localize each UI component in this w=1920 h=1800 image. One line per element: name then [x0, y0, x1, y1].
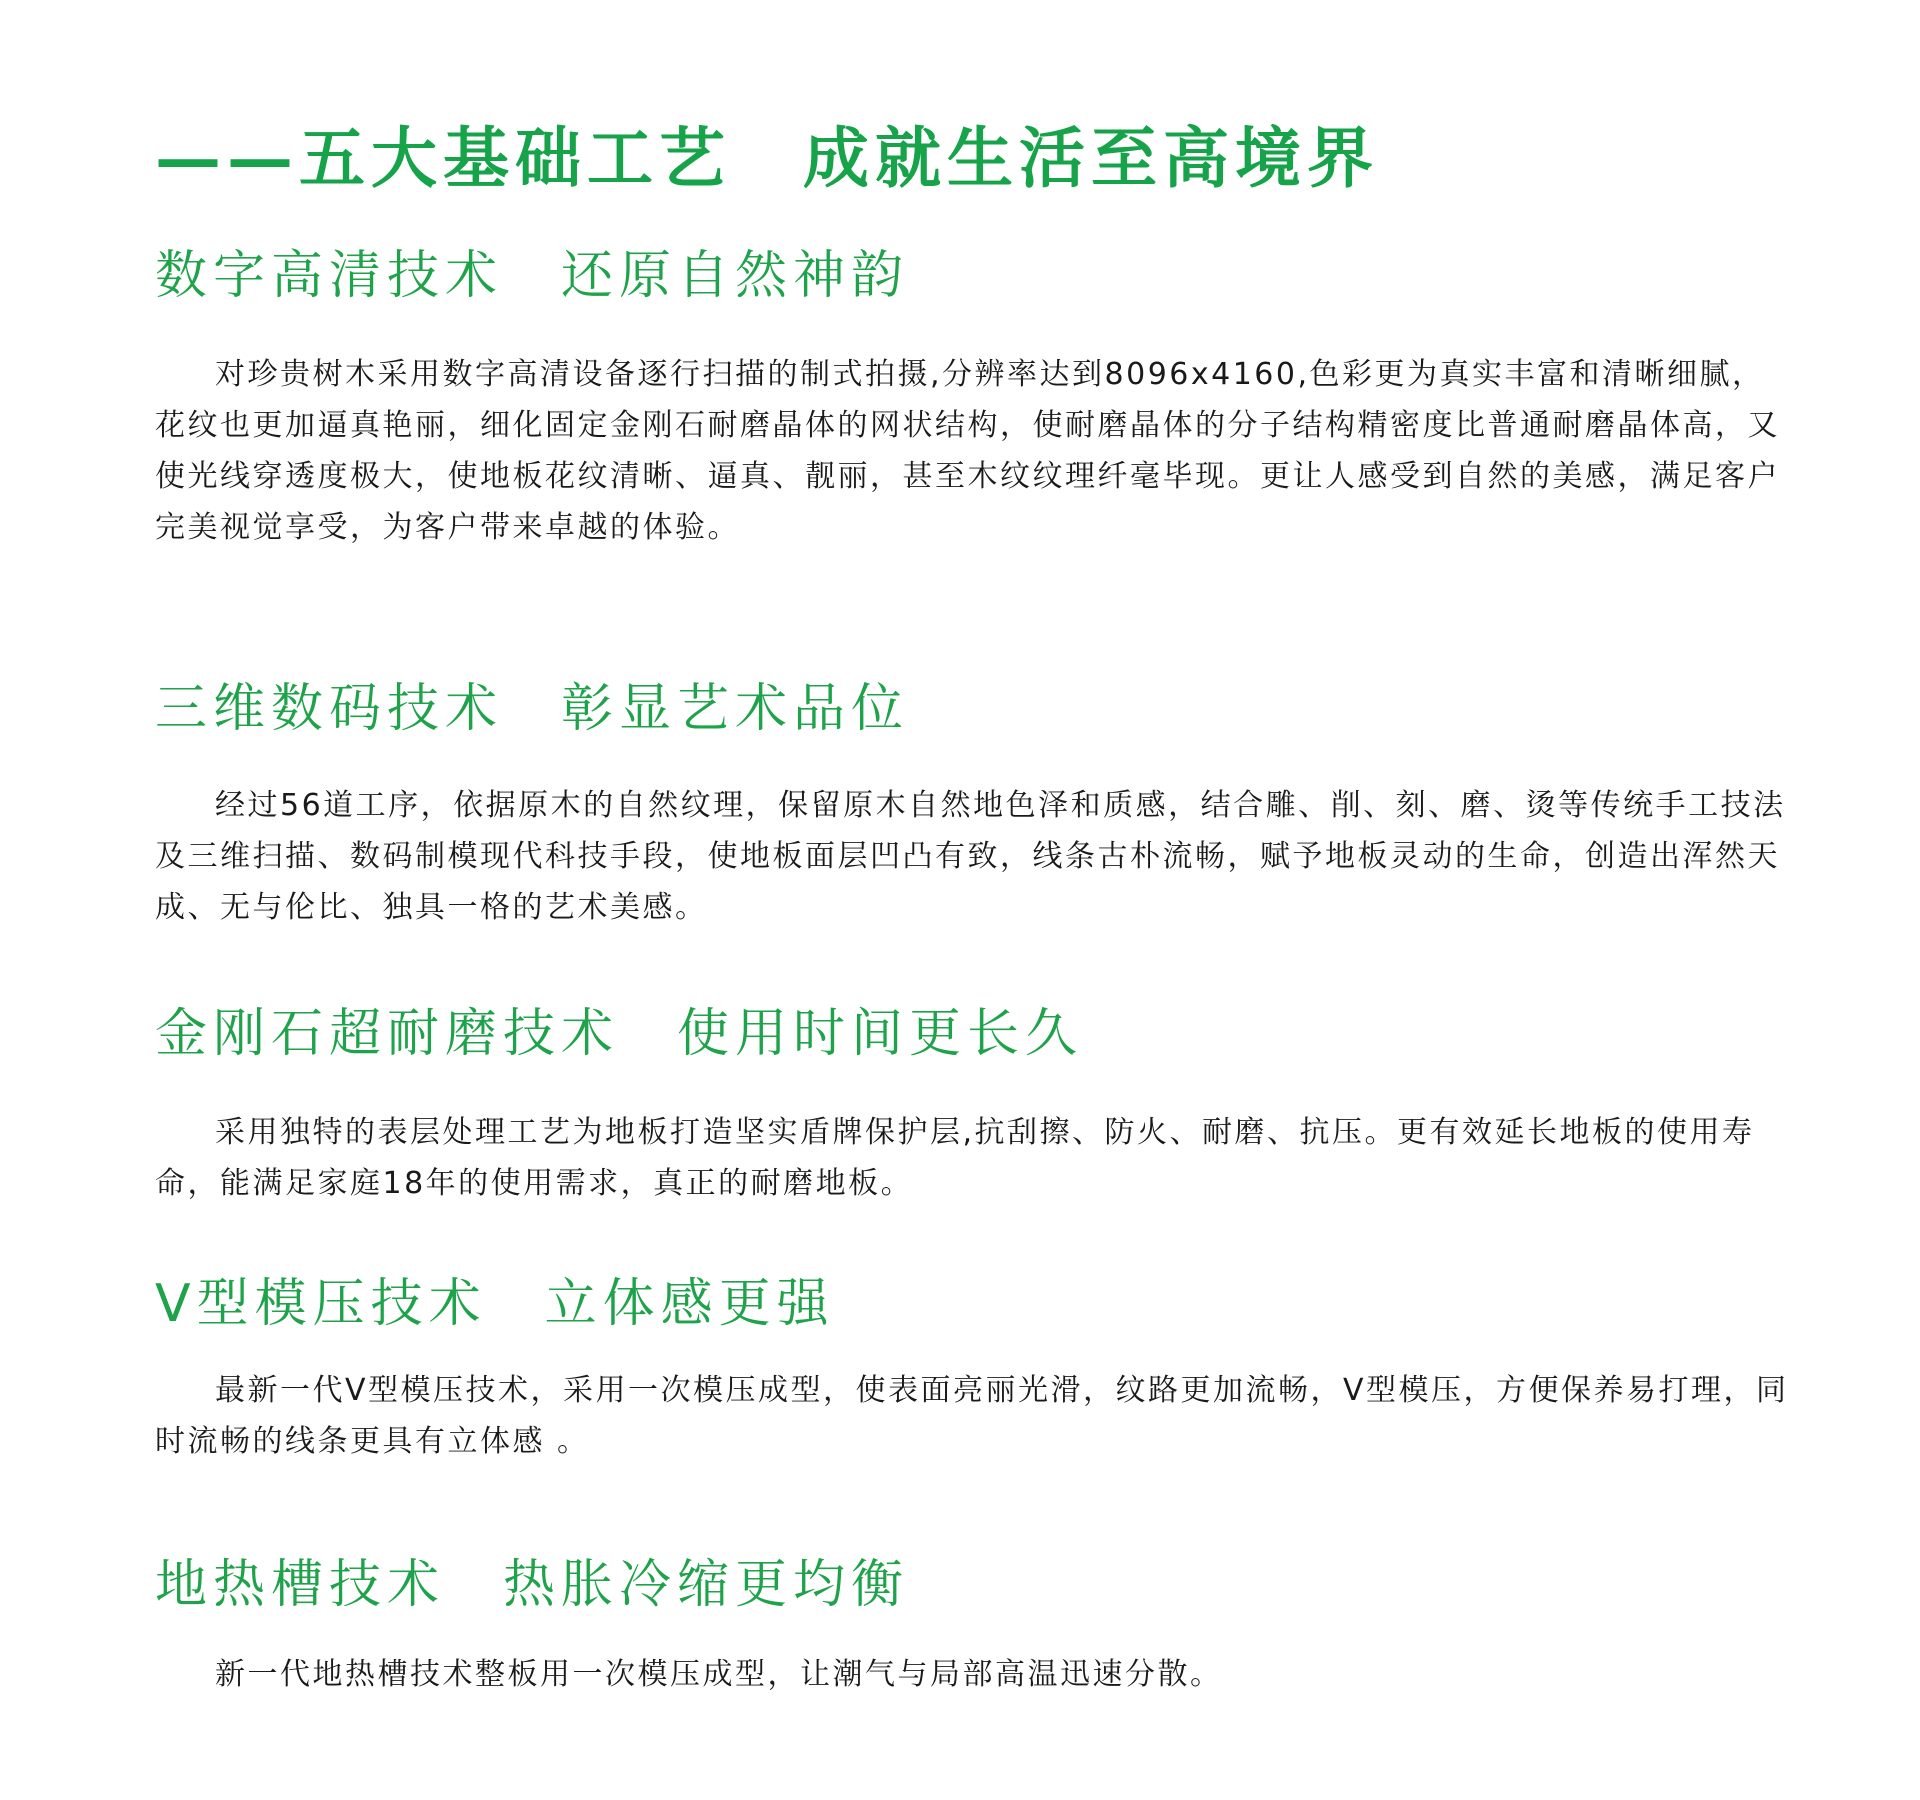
- section-body-3d: 经过56道工序，依据原木的自然纹理，保留原木自然地色泽和质感，结合雕、削、刻、磨、烫等传统手工技法及三维扫描、数码制模现代科技手段，使地板面层凹凸有致，线条古朴流畅，赋予地板灵动的生命，创造出浑然天成、无与伦比、独具一格的艺术美感。: [155, 788, 1786, 925]
- section-body-hd: 对珍贵树木采用数字高清设备逐行扫描的制式拍摄,分辨率达到8096x4160,色彩更为真实丰富和清晰细腻，花纹也更加逼真艳丽，细化固定金刚石耐磨晶体的网状结构，使耐磨晶体的分子结构精密度比普通耐磨晶体高，又使光线穿透度极大，使地板花纹清晰、逼真、靓丽，甚至木纹纹理纤毫毕现。更让人感受到自然的美感，满足客户完美视觉享受，为客户带来卓越的体验。: [155, 357, 1780, 545]
- section-body-heating: 新一代地热槽技术整板用一次模压成型，让潮气与局部高温迅速分散。: [215, 1657, 1223, 1692]
- page-title: ——五大基础工艺 成就生活至高境界: [155, 119, 1379, 197]
- section-heading-hd: 数字高清技术 还原自然神韵: [155, 246, 910, 306]
- section-heading-diamond: 金刚石超耐磨技术 使用时间更长久: [155, 1004, 1084, 1064]
- section-heading-heating: 地热槽技术 热胀冷缩更均衡: [155, 1555, 910, 1615]
- section-body-vgroove: 最新一代V型模压技术，采用一次模压成型，使表面亮丽光滑，纹路更加流畅，V型模压，方便保养易打理，同时流畅的线条更具有立体感 。: [155, 1373, 1789, 1459]
- section-heading-3d: 三维数码技术 彰显艺术品位: [155, 679, 910, 739]
- section-body-diamond: 采用独特的表层处理工艺为地板打造坚实盾牌保护层,抗刮擦、防火、耐磨、抗压。更有效延长地板的使用寿命，能满足家庭18年的使用需求，真正的耐磨地板。: [155, 1115, 1755, 1201]
- section-heading-vgroove: V型模压技术 立体感更强: [155, 1274, 835, 1334]
